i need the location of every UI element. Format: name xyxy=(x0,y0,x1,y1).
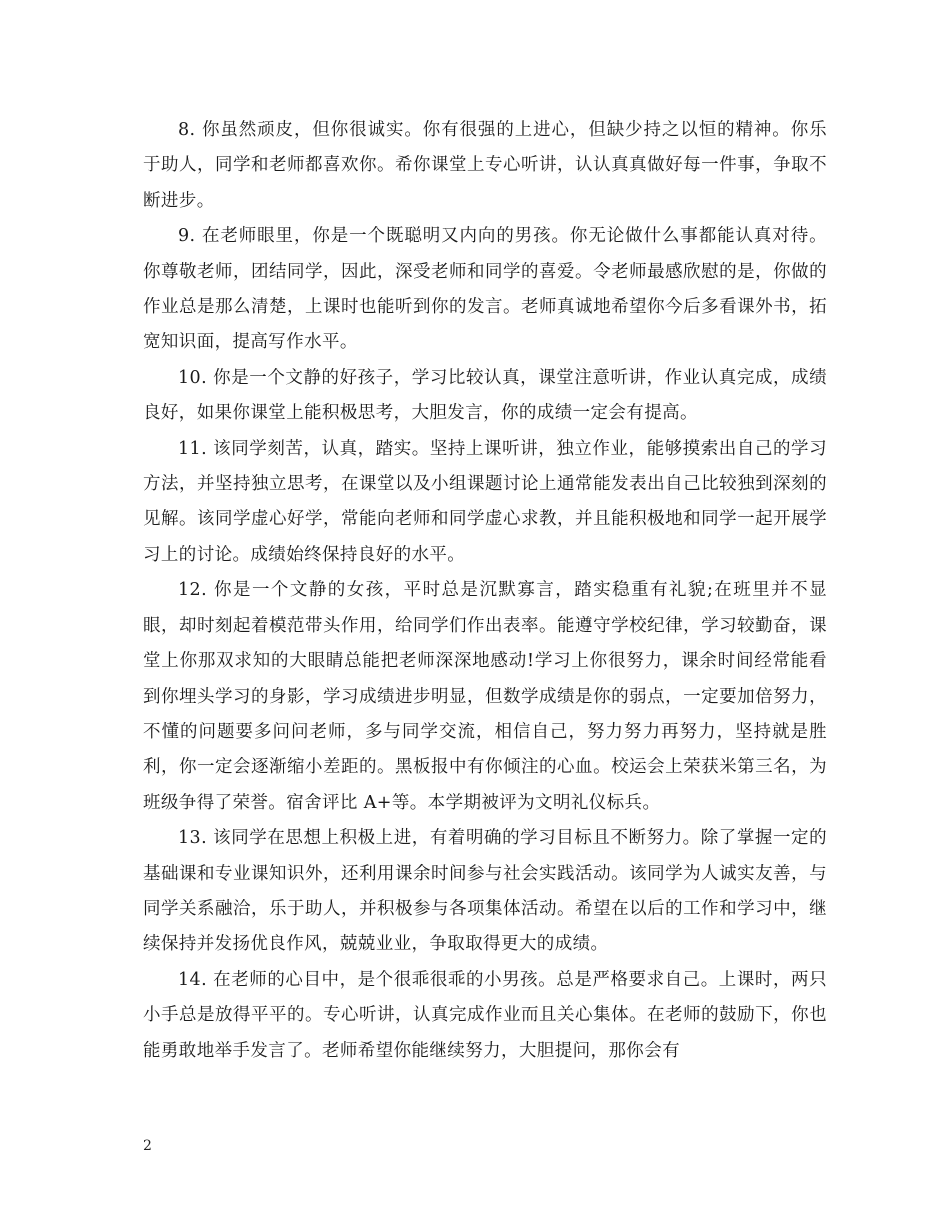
comment-paragraph-9: 9. 在老师眼里，你是一个既聪明又内向的男孩。你无论做什么事都能认真对待。你尊敬老师，团结同学，因此，深受老师和同学的喜爱。令老师最感欣慰的是，你做的作业总是那么清楚，上课时也能听到你的发言。老师真诚地希望你今后多看课外书，拓宽知识面，提高写作水平。 xyxy=(143,226,827,353)
comment-paragraph-11: 11. 该同学刻苦，认真，踏实。坚持上课听讲，独立作业，能够摸索出自己的学习方法，并坚持独立思考，在课堂以及小组课题讨论上通常能发表出自己比较独到深刻的见解。该同学虚心好学，常能向老师和同学虚心求教，并且能积极地和同学一起开展学习上的讨论。成绩始终保持良好的水平。 xyxy=(143,438,827,565)
comment-paragraph-12: 12. 你是一个文静的女孩，平时总是沉默寡言，踏实稳重有礼貌;在班里并不显眼，却时刻起着模范带头作用，给同学们作出表率。能遵守学校纪律，学习较勤奋，课堂上你那双求知的大眼睛总能把老师深深地感动!学习上你很努力，课余时间经常能看到你埋头学习的身影，学习成绩进步明显，但数学成绩是你的弱点，一定要加倍努力，不懂的问题要多问问老师，多与同学交流，相信自己，努力努力再努力，坚持就是胜利，你一定会逐渐缩小差距的。黑板报中有你倾注的心血。校运会上荣获米第三名，为班级争得了荣誉。宿舍评比 A+等。本学期被评为文明礼仪标兵。 xyxy=(143,580,827,813)
comment-paragraph-10: 10. 你是一个文静的好孩子，学习比较认真，课堂注意听讲，作业认真完成，成绩良好，如果你课堂上能积极思考，大胆发言，你的成绩一定会有提高。 xyxy=(143,367,827,424)
comment-paragraph-14: 14. 在老师的心目中，是个很乖很乖的小男孩。总是严格要求自己。上课时，两只小手总是放得平平的。专心听讲，认真完成作业而且关心集体。在老师的鼓励下，你也能勇敢地举手发言了。老师希望你能继续努力，大胆提问，那你会有 xyxy=(143,969,827,1061)
page-number: 2 xyxy=(143,1138,152,1154)
document-body xyxy=(143,113,827,1069)
comment-paragraph-8: 8. 你虽然顽皮，但你很诚实。你有很强的上进心，但缺少持之以恒的精神。你乐于助人，同学和老师都喜欢你。希你课堂上专心听讲，认认真真做好每一件事，争取不断进步。 xyxy=(143,120,827,211)
comment-paragraph-13: 13. 该同学在思想上积极上进，有着明确的学习目标且不断努力。除了掌握一定的基础课和专业课知识外，还利用课余时间参与社会实践活动。该同学为人诚实友善，与同学关系融洽，乐于助人，并积极参与各项集体活动。希望在以后的工作和学习中，继续保持并发扬优良作风，兢兢业业，争取取得更大的成绩。 xyxy=(143,828,827,955)
